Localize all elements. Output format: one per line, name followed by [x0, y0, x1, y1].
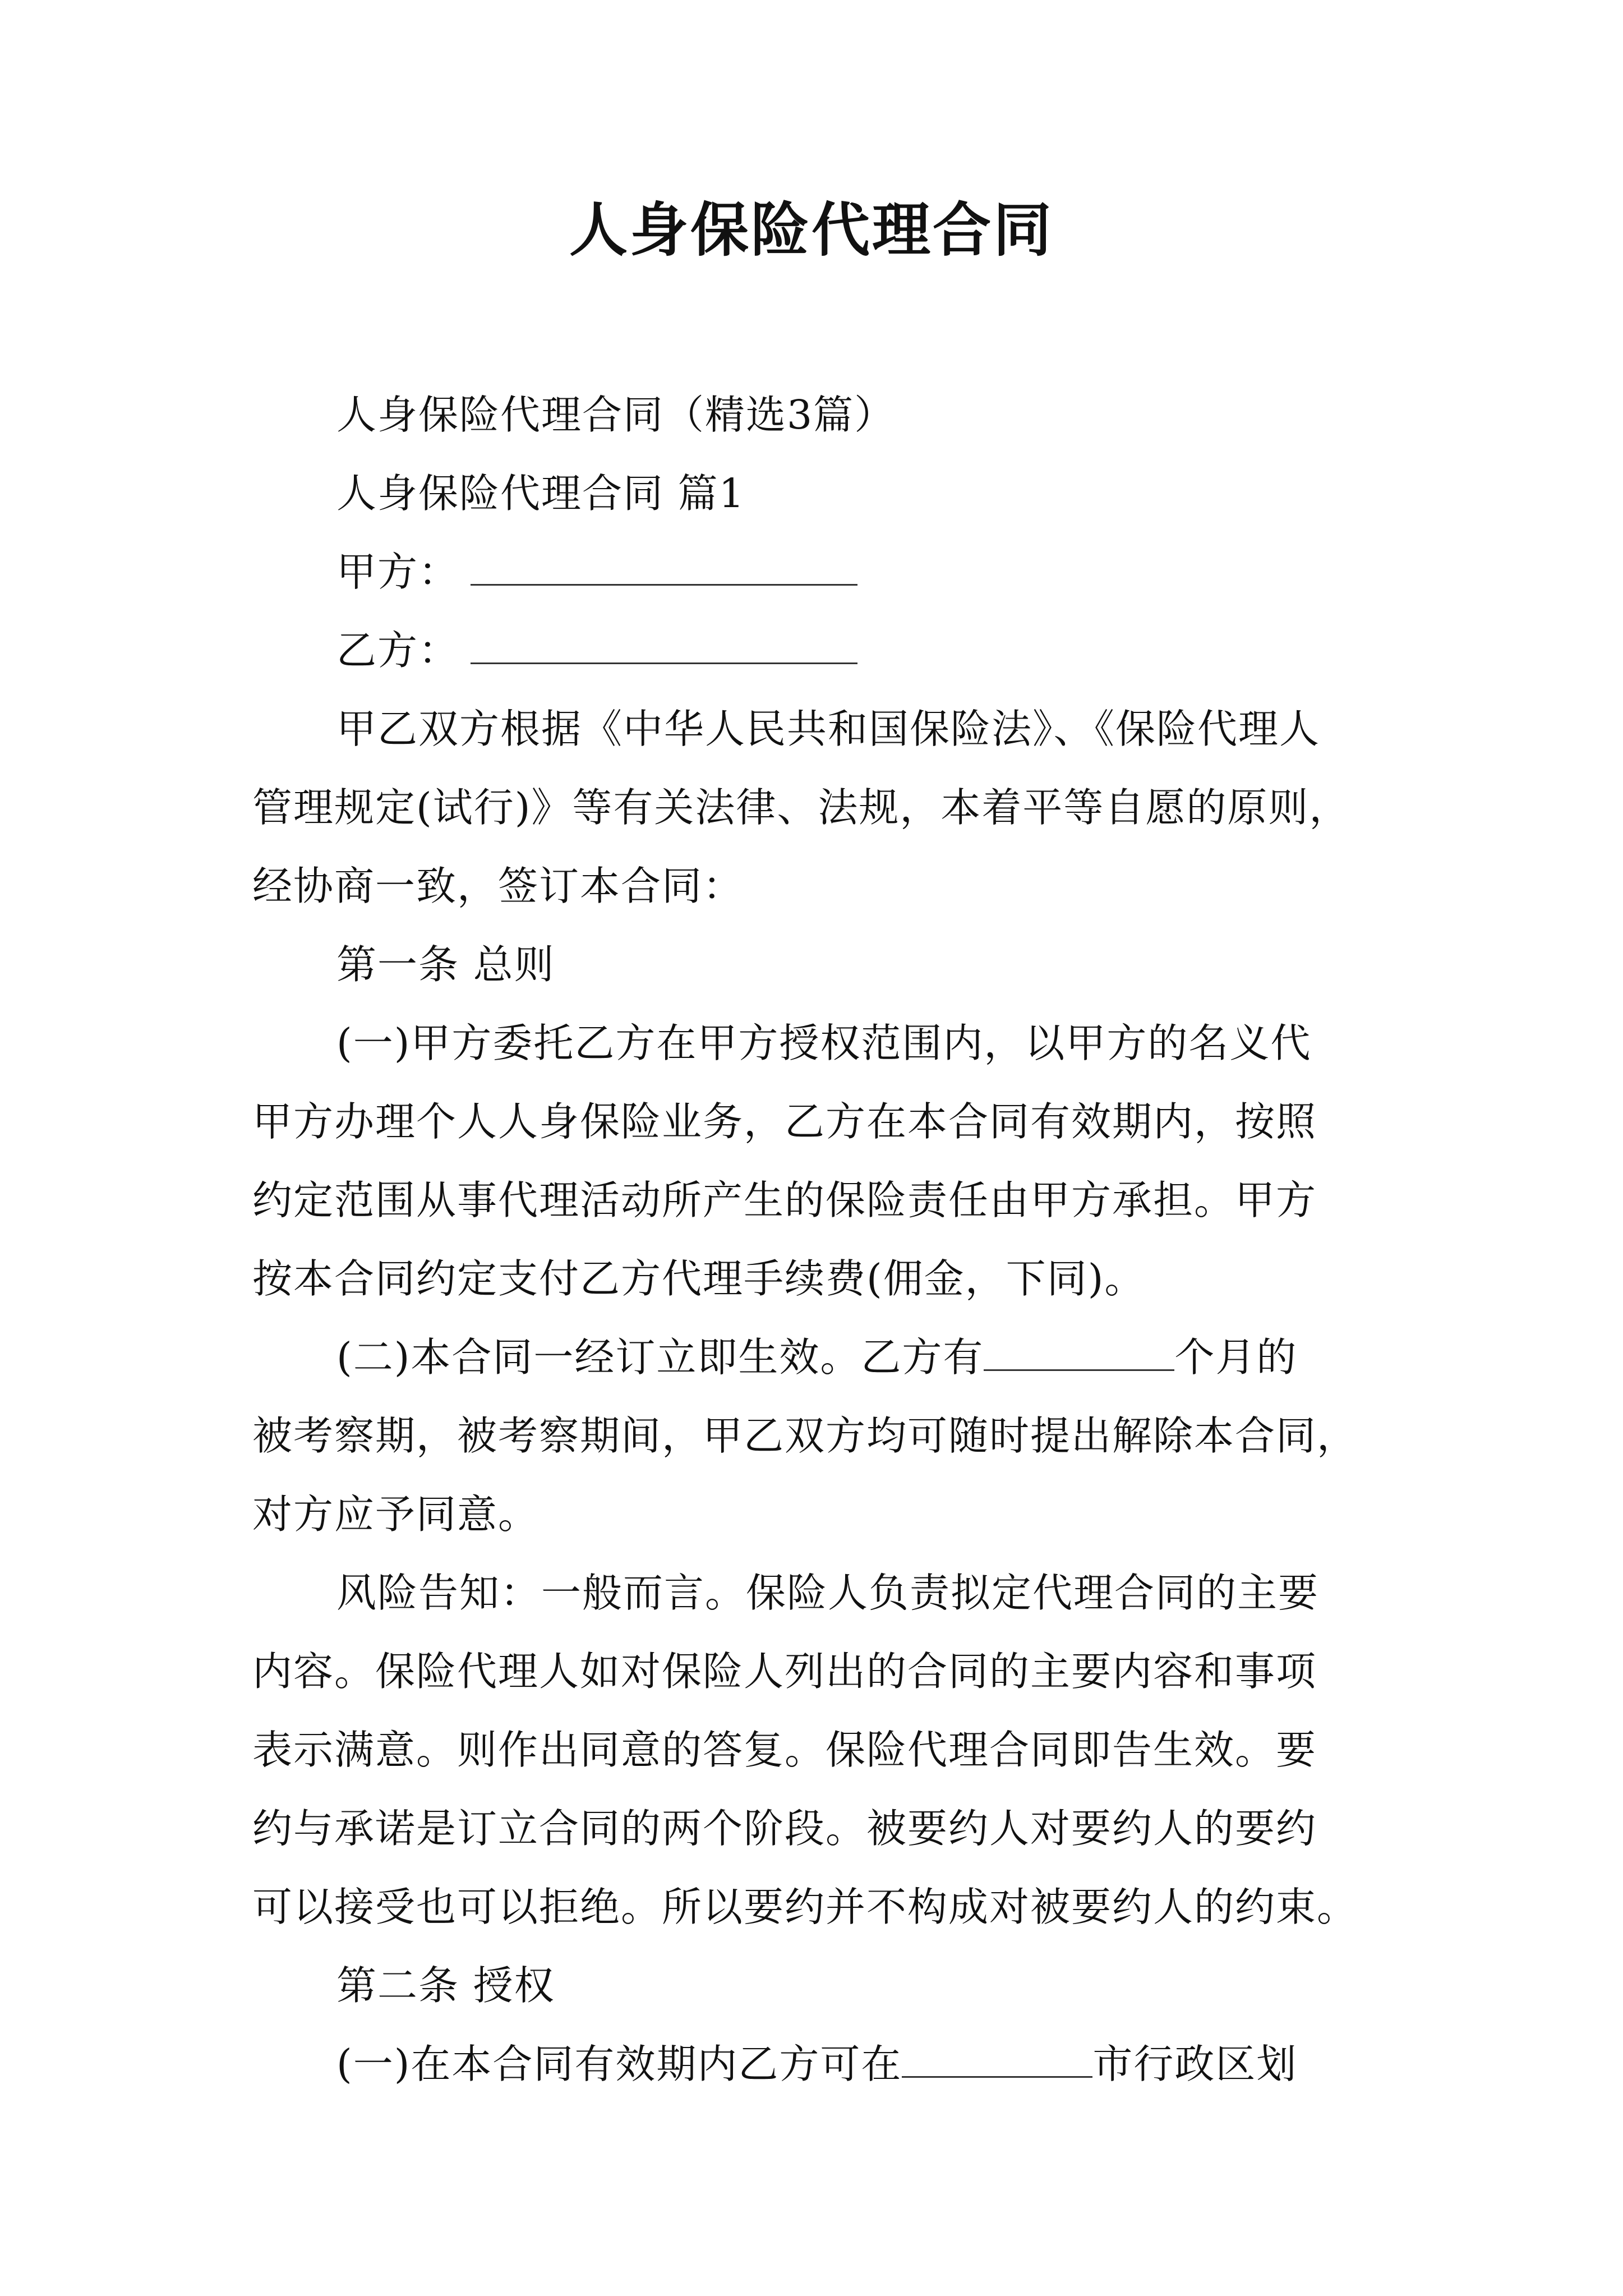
article1-clause1-line: (一)甲方委托乙方在甲方授权范围内，以甲方的名义代	[336, 1020, 1312, 1066]
risk-notice-line: 可以接受也可以拒绝。所以要约并不构成对被要约人的约束。	[252, 1884, 1358, 1930]
party-a-label: 甲方：	[336, 549, 460, 595]
risk-notice-line: 表示满意。则作出同意的答复。保险代理合同即告生效。要	[252, 1727, 1317, 1773]
article2-text-before: (一)在本合同有效期内乙方可在	[336, 2041, 902, 2087]
intro-line: 经协商一致，签订本合同：	[252, 863, 744, 909]
party-b-blank	[471, 623, 857, 664]
article2-heading: 第二条 授权	[336, 1962, 555, 2009]
article1-clause2-line: 被考察期，被考察期间，甲乙双方均可随时提出解除本合同，	[252, 1412, 1358, 1459]
risk-notice-line: 内容。保险代理人如对保险人列出的合同的主要内容和事项	[252, 1648, 1317, 1695]
party-b-label: 乙方：	[336, 627, 460, 674]
article1-clause1-line: 甲方办理个人人身保险业务，乙方在本合同有效期内，按照	[252, 1098, 1317, 1145]
risk-notice-line: 约与承诺是订立合同的两个阶段。被要约人对要约人的要约	[252, 1805, 1317, 1852]
article1-clause1-line: 约定范围从事代理活动所产生的保险责任由甲方承担。甲方	[252, 1177, 1317, 1223]
article2-text-after: 市行政区划	[1092, 2041, 1298, 2087]
intro-line: 管理规定(试行)》等有关法律、法规，本着平等自愿的原则，	[252, 784, 1350, 831]
article1-heading: 第一条 总则	[336, 941, 555, 988]
party-a-blank	[471, 545, 857, 586]
article1-clause2-line: 对方应予同意。	[252, 1491, 540, 1538]
clause2-text-before: (二)本合同一经订立即生效。乙方有	[336, 1334, 984, 1381]
part-heading: 人身保险代理合同 篇1	[336, 470, 745, 517]
clause2-text-after: 个月的	[1174, 1334, 1298, 1381]
article2-clause1-line	[336, 2036, 1297, 2092]
risk-notice-line: 风险告知：一般而言。保险人负责拟定代理合同的主要	[336, 1570, 1320, 1616]
article1-clause2-line	[336, 1329, 1297, 1386]
article1-clause1-line: 按本合同约定支付乙方代理手续费(佣金，下同)。	[252, 1255, 1146, 1302]
party-b-line	[336, 623, 857, 679]
intro-line: 甲乙双方根据《中华人民共和国保险法》、《保险代理人	[336, 706, 1321, 752]
city-blank	[902, 2037, 1092, 2078]
party-a-line	[336, 544, 857, 600]
document-subtitle: 人身保险代理合同（精选3篇）	[336, 392, 896, 438]
document-title: 人身保险代理合同	[569, 195, 1054, 264]
probation-months-blank	[984, 1330, 1174, 1371]
